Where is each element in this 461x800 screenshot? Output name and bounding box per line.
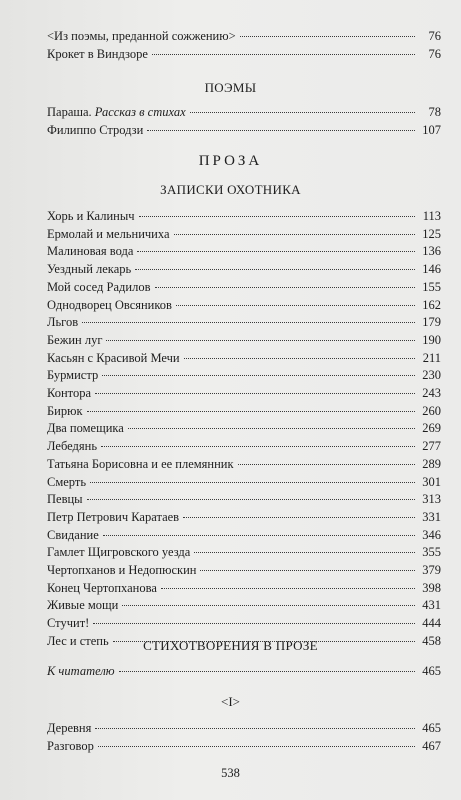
toc-entry-page: 458 [422, 633, 441, 648]
toc-entry-title: Стучит! [47, 616, 90, 631]
toc-entry [47, 474, 441, 490]
toc-entry-page: 146 [422, 262, 441, 277]
toc-entry-title: Мой сосед Радилов [47, 279, 151, 294]
toc-entry-title: Крокет в Виндзоре [47, 47, 148, 61]
toc-entry-page: 313 [422, 492, 441, 507]
toc-entry-page: 155 [422, 279, 441, 294]
toc-entry-page: 113 [422, 209, 441, 223]
toc-entry-title: Льгов [47, 315, 79, 330]
toc-entry-title: Свидание [47, 527, 99, 542]
dot-leader [238, 464, 415, 465]
dot-leader [190, 112, 415, 113]
toc-entry-page: 444 [422, 616, 441, 631]
toc-entry [47, 544, 441, 560]
dot-leader [90, 482, 415, 483]
toc-entry-title: Гамлет Щигровского уезда [47, 545, 191, 560]
toc-entry-page: 107 [422, 123, 441, 137]
dot-leader [95, 393, 415, 394]
toc-entry-title: Лес и степь [47, 633, 109, 648]
dot-leader [240, 36, 415, 37]
toc-entry [47, 243, 441, 259]
toc-entry-page: 190 [422, 332, 441, 347]
toc-entry-page: 379 [422, 563, 441, 577]
toc-entry [47, 456, 441, 472]
toc-entry-page: 355 [422, 545, 441, 560]
toc-entry [47, 314, 441, 330]
toc-entry-title: Малиновая вода [47, 244, 134, 259]
toc-entry-page: 162 [422, 297, 441, 312]
toc-entry [47, 28, 441, 44]
dot-leader [106, 340, 415, 341]
toc-entry-page: 125 [422, 226, 441, 241]
toc-entry-title: Бежин луг [47, 332, 103, 347]
toc-entry-title: Касьян с Красивой Мечи [47, 350, 180, 365]
toc-entry-title: Уездный лекарь [47, 262, 132, 277]
dot-leader [137, 251, 415, 252]
toc-entry-page: 76 [428, 47, 441, 61]
toc-entry [47, 438, 441, 454]
dot-leader [119, 671, 415, 672]
dot-leader [139, 216, 415, 217]
toc-entry-title: Однодворец Овсяников [47, 297, 172, 312]
toc-entry-title: Чертопханов и Недопюскин [47, 563, 197, 577]
toc-entry [47, 597, 441, 613]
toc-entry [47, 122, 441, 138]
toc-entry [47, 226, 441, 242]
toc-entry-page: 465 [422, 721, 441, 735]
toc-entry [47, 491, 441, 507]
toc-entry-title: Бирюк [47, 403, 83, 418]
toc-entry-page: 289 [422, 456, 441, 471]
dot-leader [174, 234, 416, 235]
dot-leader [95, 728, 415, 729]
toc-entry [47, 279, 441, 295]
toc-entry-title: Ермолай и мельничиха [47, 226, 170, 241]
toc-entry-title: Разговор [47, 739, 94, 753]
dot-leader [93, 623, 415, 624]
toc-entry-title: <Из поэмы, преданной сожжению> [47, 29, 236, 43]
toc-entry-title: Лебедянь [47, 439, 98, 454]
dot-leader [176, 305, 415, 306]
toc-entry-page: 331 [422, 509, 441, 524]
dot-leader [155, 287, 416, 288]
dot-leader [135, 269, 415, 270]
toc-entry-page: 398 [422, 580, 441, 595]
page-number: 538 [221, 766, 240, 780]
toc-entry-page: 465 [422, 664, 441, 678]
dot-leader [101, 446, 415, 447]
section-heading-prose: ПРОЗА [198, 153, 263, 169]
toc-entry-page: 260 [422, 403, 441, 418]
toc-entry-title: Деревня [47, 721, 92, 735]
dot-leader [128, 428, 415, 429]
toc-entry [47, 208, 441, 224]
toc-entry-title: Смерть [47, 474, 87, 489]
toc-entry [47, 663, 441, 679]
toc-entry-title: Филиппо Стродзи [47, 123, 144, 137]
dot-leader [87, 411, 415, 412]
toc-entry-page: 277 [422, 439, 441, 454]
toc-entry [47, 403, 441, 419]
toc-entry-title: Контора [47, 386, 92, 400]
dot-leader [102, 375, 415, 376]
toc-entry [47, 367, 441, 383]
toc-entry [47, 385, 441, 401]
toc-entry [47, 332, 441, 348]
toc-entry-title: Параша. Рассказ в стихах [47, 105, 186, 119]
toc-entry-page: 243 [422, 386, 441, 400]
toc-entry-page: 136 [422, 244, 441, 259]
dot-leader [82, 322, 415, 323]
toc-entry-title: Живые мощи [47, 598, 119, 613]
toc-entry [47, 420, 441, 436]
toc-entry [47, 562, 441, 578]
dot-leader [122, 605, 415, 606]
section-heading-prose-poems: СТИХОТВОРЕНИЯ В ПРОЗЕ [143, 638, 318, 653]
toc-entry [47, 720, 441, 736]
toc-entry-page: 431 [422, 598, 441, 613]
section-heading-hunter: ЗАПИСКИ ОХОТНИКА [160, 182, 301, 197]
dot-leader [200, 570, 415, 571]
dot-leader [98, 746, 415, 747]
dot-leader [184, 358, 415, 359]
toc-entry-title: К читателю [47, 664, 115, 678]
toc-entry-page: 211 [422, 350, 441, 365]
toc-entry-title: Конец Чертопханова [47, 580, 157, 595]
toc-entry-title: Хорь и Калиныч [47, 209, 135, 223]
toc-entry-page: 78 [428, 105, 441, 119]
section-heading-poems: ПОЭМЫ [204, 80, 257, 95]
toc-entry-title: Бурмистр [47, 368, 99, 383]
dot-leader [103, 535, 415, 536]
toc-entry-page: 76 [428, 29, 441, 43]
toc-entry [47, 738, 441, 754]
toc-entry-page: 467 [422, 739, 441, 753]
toc-entry-title: Два помещика [47, 421, 124, 436]
toc-entry-page: 301 [422, 474, 441, 489]
dot-leader [183, 517, 415, 518]
toc-entry [47, 46, 441, 62]
dot-leader [147, 130, 415, 131]
toc-entry-page: 179 [422, 315, 441, 330]
dot-leader [152, 54, 415, 55]
toc-entry [47, 261, 441, 277]
toc-entry-title: Певцы [47, 492, 83, 507]
toc-entry [47, 580, 441, 596]
dot-leader [194, 552, 415, 553]
toc-entry-title: Татьяна Борисовна и ее племянник [47, 456, 234, 471]
toc-entry-page: 346 [422, 527, 441, 542]
section-marker: <I> [221, 694, 240, 709]
dot-leader [87, 499, 415, 500]
toc-entry-page: 269 [422, 421, 441, 436]
toc-entry [47, 297, 441, 313]
toc-entry [47, 527, 441, 543]
toc-entry-title: Петр Петрович Каратаев [47, 509, 180, 524]
dot-leader [161, 588, 415, 589]
toc-entry [47, 104, 441, 120]
toc-entry [47, 615, 441, 631]
toc-entry-page: 230 [422, 368, 441, 383]
toc-entry [47, 509, 441, 525]
toc-entry [47, 350, 441, 366]
